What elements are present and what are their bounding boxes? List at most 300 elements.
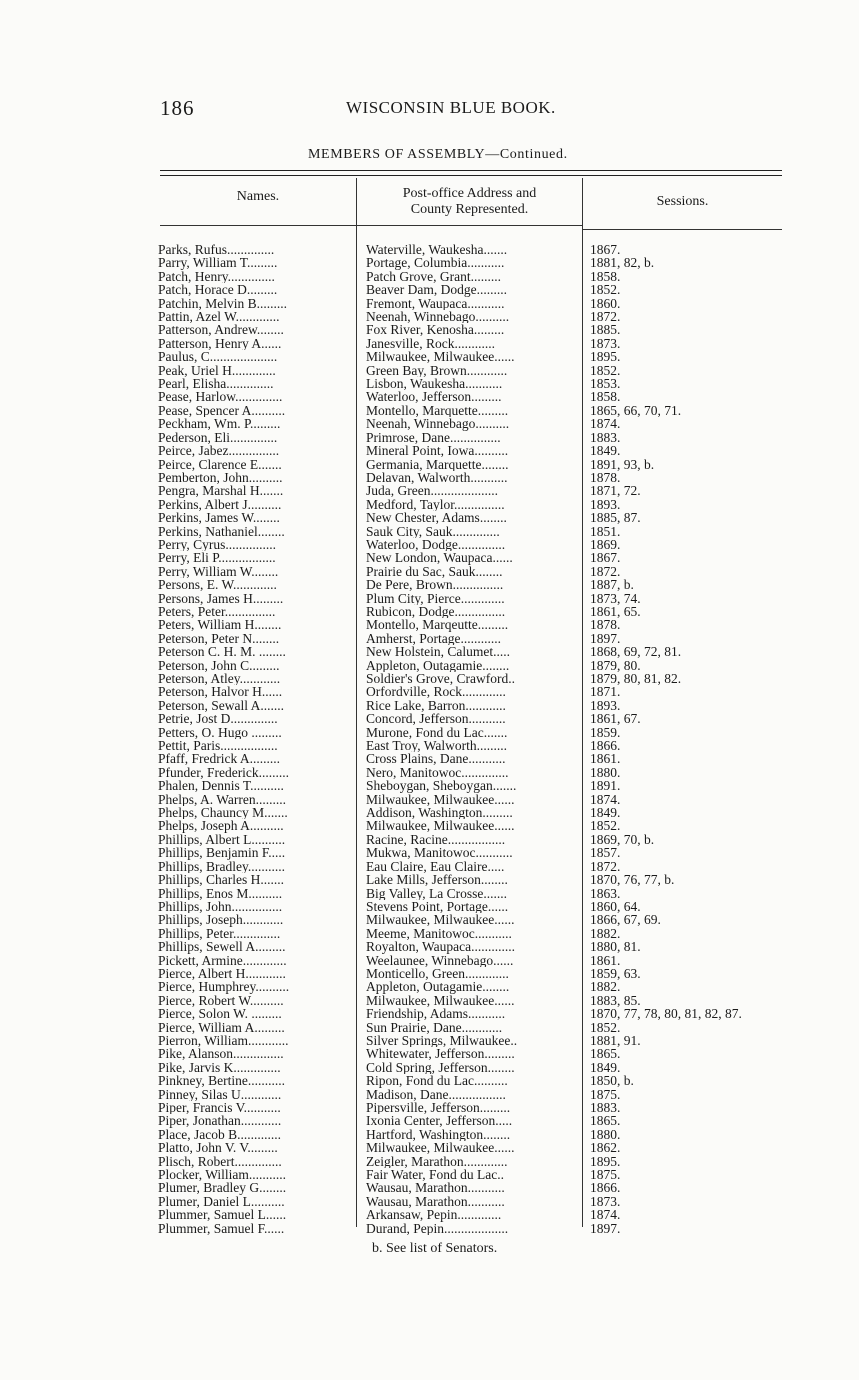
member-sessions: 1873.	[590, 1194, 621, 1209]
table-row	[0, 417, 859, 430]
header-rule-names	[160, 225, 356, 226]
member-address: Milwaukee, Milwaukee......	[366, 1141, 515, 1155]
member-address: Durand, Pepin...................	[366, 1221, 509, 1236]
member-address: Pipersville, Jefferson.........	[366, 1101, 511, 1115]
member-sessions: 1874.	[590, 792, 621, 807]
table-row	[0, 525, 859, 538]
member-sessions: 1873, 74.	[590, 591, 641, 605]
member-name: Patterson, Henry A......	[158, 336, 282, 351]
table-row	[0, 887, 859, 900]
column-header-sessions: Sessions.	[656, 194, 709, 209]
member-address: Addison, Washington.........	[366, 806, 513, 820]
member-address: Sauk City, Sauk..............	[366, 524, 500, 538]
member-address: Lisbon, Waukesha...........	[366, 377, 503, 391]
member-sessions: 1852.	[590, 283, 621, 297]
member-name: Pinney, Silas U............	[158, 1087, 282, 1101]
table-row	[0, 471, 859, 484]
member-address: Fremont, Waupaca...........	[366, 296, 505, 311]
table-row	[0, 927, 859, 940]
table-row	[0, 1021, 859, 1034]
table-row	[0, 404, 859, 417]
member-address: Medford, Taylor...............	[366, 497, 505, 512]
table-row	[0, 860, 859, 873]
table-row	[0, 873, 859, 886]
member-address: Royalton, Waupaca.............	[366, 940, 516, 954]
table-row	[0, 538, 859, 551]
member-sessions: 1881, 82, b.	[590, 256, 655, 270]
member-sessions: 1882.	[590, 926, 621, 941]
member-name: Phalen, Dennis T..........	[158, 779, 284, 793]
member-name: Peak, Uriel H.............	[158, 363, 276, 378]
member-address: Portage, Columbia...........	[366, 256, 505, 270]
member-name: Plummer, Samuel F......	[158, 1221, 285, 1236]
member-address: Lake Mills, Jefferson........	[366, 873, 508, 887]
member-name: Persons, James H.........	[158, 591, 284, 605]
member-sessions: 1862.	[590, 1141, 621, 1155]
member-sessions: 1891.	[590, 779, 621, 793]
member-name: Pickett, Armine.............	[158, 953, 287, 967]
member-address: Juda, Green....................	[366, 484, 498, 498]
member-sessions: 1873.	[590, 336, 621, 351]
member-address: Zeigler, Marathon.............	[366, 1154, 508, 1169]
member-address: Wausau, Marathon...........	[366, 1181, 505, 1195]
member-sessions: 1874.	[590, 417, 621, 431]
member-sessions: 1875.	[590, 1168, 621, 1182]
member-name: Peterson, Atley............	[158, 672, 281, 686]
table-row	[0, 846, 859, 859]
table-row	[0, 551, 859, 564]
column-header-address-line1: Post-office Address and	[402, 186, 537, 201]
member-address: Milwaukee, Milwaukee......	[366, 792, 515, 807]
member-sessions: 1887, b.	[590, 578, 634, 592]
member-sessions: 1852.	[590, 363, 621, 378]
member-sessions: 1880.	[590, 765, 621, 780]
member-name: Pfaff, Fredrick A.........	[158, 752, 280, 766]
member-name: Perry, Cyrus...............	[158, 537, 276, 552]
member-address: Murone, Fond du Lac.......	[366, 725, 508, 740]
member-address: New Chester, Adams........	[366, 511, 507, 525]
member-name: Phillips, Benjamin F.....	[158, 846, 286, 860]
member-name: Perkins, James W........	[158, 511, 280, 525]
member-sessions: 1852.	[590, 819, 621, 833]
table-row	[0, 1168, 859, 1181]
column-header-names: Names.	[236, 189, 280, 204]
member-sessions: 1891, 93, b.	[590, 457, 655, 471]
member-name: Peters, Peter...............	[158, 604, 276, 619]
table-row	[0, 632, 859, 645]
table-row	[0, 578, 859, 591]
member-name: Pease, Harlow..............	[158, 390, 283, 404]
member-name: Perry, William W........	[158, 564, 279, 579]
member-name: Petters, O. Hugo .........	[158, 725, 282, 740]
member-name: Peterson, Halvor H......	[158, 685, 283, 699]
member-sessions: 1883.	[590, 1101, 621, 1115]
member-sessions: 1860.	[590, 296, 621, 311]
member-name: Pierce, Robert W..........	[158, 993, 284, 1008]
member-sessions: 1875.	[590, 1087, 621, 1101]
table-row	[0, 484, 859, 497]
table-row	[0, 1007, 859, 1020]
table-row	[0, 498, 859, 511]
table-row	[0, 1222, 859, 1235]
member-name: Plumer, Bradley G........	[158, 1181, 287, 1195]
member-name: Pemberton, John..........	[158, 470, 283, 485]
member-name: Paulus, C....................	[158, 350, 278, 364]
member-name: Peterson, John C.........	[158, 658, 280, 672]
top-rule-thick	[160, 170, 782, 171]
table-row	[0, 980, 859, 993]
member-address: Madison, Dane.................	[366, 1087, 506, 1101]
member-name: Pierce, Humphrey..........	[158, 980, 290, 994]
member-address: Silver Springs, Milwaukee..	[366, 1033, 518, 1048]
member-sessions: 1857.	[590, 846, 621, 860]
member-sessions: 1860, 64.	[590, 899, 641, 914]
member-address: Montello, Marquette.........	[366, 403, 509, 418]
member-address: Green Bay, Brown............	[366, 363, 508, 378]
member-sessions: 1870, 77, 78, 80, 81, 82, 87.	[590, 1007, 742, 1021]
member-sessions: 1883.	[590, 430, 621, 445]
member-name: Piper, Jonathan............	[158, 1114, 282, 1128]
member-sessions: 1865, 66, 70, 71.	[590, 403, 682, 418]
member-sessions: 1879, 80.	[590, 658, 641, 672]
member-address: Amherst, Portage............	[366, 631, 501, 646]
member-address: Friendship, Adams...........	[366, 1007, 506, 1021]
member-address: Wausau, Marathon...........	[366, 1194, 505, 1209]
member-name: Perkins, Albert J..........	[158, 497, 282, 512]
member-sessions: 1883, 85.	[590, 993, 641, 1008]
table-row	[0, 364, 859, 377]
header-rule-address	[357, 225, 582, 226]
member-sessions: 1868, 69, 72, 81.	[590, 645, 682, 659]
footnote: b. See list of Senators.	[372, 1241, 498, 1256]
member-sessions: 1861.	[590, 752, 621, 766]
member-name: Phillips, John...............	[158, 899, 283, 914]
member-address: Janesville, Rock............	[366, 336, 495, 351]
member-address: Nero, Manitowoc..............	[366, 765, 509, 780]
member-name: Plummer, Samuel L......	[158, 1208, 287, 1222]
member-sessions: 1861, 65.	[590, 604, 641, 619]
member-sessions: 1878.	[590, 618, 621, 632]
table-row	[0, 739, 859, 752]
member-address: Neenah, Winnebago..........	[366, 310, 510, 324]
member-name: Peirce, Jabez...............	[158, 444, 280, 458]
member-name: Pease, Spencer A..........	[158, 403, 286, 418]
table-row	[0, 954, 859, 967]
member-name: Phelps, Chauncy M.......	[158, 806, 288, 820]
member-sessions: 1872.	[590, 564, 621, 579]
member-address: Primrose, Dane...............	[366, 430, 501, 445]
page-number: 186	[160, 96, 195, 120]
member-name: Piper, Francis V...........	[158, 1101, 281, 1115]
member-sessions: 1867.	[590, 551, 621, 565]
member-sessions: 1897.	[590, 1221, 621, 1236]
table-row	[0, 297, 859, 310]
table-row	[0, 377, 859, 390]
member-address: Neenah, Winnebago..........	[366, 417, 510, 431]
member-name: Phelps, A. Warren.........	[158, 792, 287, 807]
member-address: East Troy, Walworth.........	[366, 739, 508, 753]
member-address: Rice Lake, Barron............	[366, 698, 506, 713]
member-address: New Holstein, Calumet.....	[366, 645, 510, 659]
member-sessions: 1885.	[590, 323, 621, 337]
member-address: Prairie du Sac, Sauk........	[366, 564, 503, 579]
member-sessions: 1849.	[590, 444, 621, 458]
member-address: Eau Claire, Eau Claire.....	[366, 859, 505, 874]
member-name: Patterson, Andrew........	[158, 323, 284, 337]
table-row	[0, 645, 859, 658]
member-name: Plocker, William...........	[158, 1168, 287, 1182]
column-header-address	[357, 186, 582, 218]
table-row	[0, 659, 859, 672]
table-row	[0, 618, 859, 631]
table-row	[0, 913, 859, 926]
table-row	[0, 565, 859, 578]
table-row	[0, 806, 859, 819]
table-row	[0, 819, 859, 832]
member-name: Patch, Horace D.........	[158, 283, 278, 297]
table-row	[0, 726, 859, 739]
member-address: Waterloo, Jefferson.........	[366, 390, 502, 404]
table-row	[0, 672, 859, 685]
member-name: Platto, John V. V.........	[158, 1141, 278, 1155]
member-name: Phillips, Joseph............	[158, 913, 284, 927]
member-sessions: 1866.	[590, 739, 621, 753]
member-sessions: 1859, 63.	[590, 966, 641, 981]
member-name: Pfunder, Frederick.........	[158, 765, 290, 780]
table-row	[0, 243, 859, 256]
member-address: Mineral Point, Iowa..........	[366, 444, 509, 458]
table-row	[0, 1128, 859, 1141]
table-row	[0, 390, 859, 403]
member-name: Phillips, Enos M..........	[158, 886, 283, 900]
member-address: Milwaukee, Milwaukee......	[366, 993, 515, 1008]
table-row	[0, 1181, 859, 1194]
table-row	[0, 900, 859, 913]
table-row	[0, 605, 859, 618]
member-sessions: 1867.	[590, 243, 621, 257]
member-name: Persons, E. W.............	[158, 578, 277, 592]
member-name: Pierron, William............	[158, 1033, 289, 1048]
member-sessions: 1893.	[590, 698, 621, 713]
member-sessions: 1885, 87.	[590, 511, 641, 525]
member-address: Monticello, Green.............	[366, 966, 509, 981]
member-sessions: 1851.	[590, 524, 621, 538]
member-sessions: 1872.	[590, 310, 621, 324]
member-name: Phillips, Sewell A.........	[158, 940, 286, 954]
member-name: Pengra, Marshal H.......	[158, 484, 284, 498]
member-sessions: 1871.	[590, 685, 621, 699]
table-row	[0, 1101, 859, 1114]
member-address: Milwaukee, Milwaukee......	[366, 819, 515, 833]
member-address: Delavan, Walworth...........	[366, 470, 508, 485]
member-sessions: 1869.	[590, 537, 621, 552]
member-name: Pierce, Albert H............	[158, 966, 286, 981]
member-name: Phillips, Charles H.......	[158, 873, 285, 887]
table-row	[0, 1141, 859, 1154]
member-name: Peirce, Clarence E.......	[158, 457, 282, 471]
table-row	[0, 511, 859, 524]
member-address: Whitewater, Jefferson.........	[366, 1047, 515, 1061]
member-address: Big Valley, La Crosse.......	[366, 886, 507, 900]
table-row	[0, 337, 859, 350]
member-name: Pierce, William A.........	[158, 1020, 285, 1034]
member-sessions: 1849.	[590, 806, 621, 820]
member-sessions: 1858.	[590, 390, 621, 404]
member-sessions: 1850, b.	[590, 1074, 634, 1088]
member-address: Beaver Dam, Dodge.........	[366, 283, 507, 297]
table-row	[0, 592, 859, 605]
table-subtitle: MEMBERS OF ASSEMBLY—Continued.	[308, 147, 568, 162]
header-rule-sessions	[583, 229, 782, 230]
member-name: Plumer, Daniel L..........	[158, 1194, 285, 1209]
table-row	[0, 1195, 859, 1208]
table-row	[0, 994, 859, 1007]
member-address: Fair Water, Fond du Lac..	[366, 1168, 504, 1182]
member-name: Peterson, Sewall A.......	[158, 698, 284, 713]
member-sessions: 1895.	[590, 350, 621, 364]
member-name: Patchin, Melvin B.........	[158, 296, 287, 311]
table-row	[0, 779, 859, 792]
member-address: Cross Plains, Dane...........	[366, 752, 506, 766]
member-address: Plum City, Pierce.............	[366, 591, 505, 605]
member-name: Phillips, Bradley...........	[158, 859, 285, 874]
members-table-body	[0, 243, 859, 1235]
member-address: Waterloo, Dodge..............	[366, 537, 506, 552]
member-name: Phillips, Peter..............	[158, 926, 281, 941]
member-sessions: 1897.	[590, 631, 621, 646]
member-sessions: 1880.	[590, 1127, 621, 1142]
member-address: Milwaukee, Milwaukee......	[366, 913, 515, 927]
member-address: Appleton, Outagamie........	[366, 658, 510, 672]
member-address: Concord, Jefferson...........	[366, 712, 506, 726]
member-sessions: 1871, 72.	[590, 484, 641, 498]
member-sessions: 1858.	[590, 269, 621, 284]
member-name: Perkins, Nathaniel........	[158, 524, 285, 538]
table-row	[0, 1208, 859, 1221]
member-address: Cold Spring, Jefferson........	[366, 1060, 515, 1075]
member-address: Ripon, Fond du Lac..........	[366, 1074, 508, 1088]
member-sessions: 1878.	[590, 470, 621, 485]
member-address: Waterville, Waukesha.......	[366, 243, 508, 257]
table-row	[0, 766, 859, 779]
table-row	[0, 752, 859, 765]
member-name: Place, Jacob B.............	[158, 1127, 281, 1142]
table-row	[0, 283, 859, 296]
table-row	[0, 967, 859, 980]
member-name: Pike, Jarvis K..............	[158, 1060, 281, 1075]
member-name: Peters, William H........	[158, 618, 282, 632]
member-name: Perry, Eli P.................	[158, 551, 276, 565]
member-sessions: 1865.	[590, 1047, 621, 1061]
member-address: Meeme, Manitowoc...........	[366, 926, 512, 941]
table-row	[0, 1155, 859, 1168]
member-address: Weelaunee, Winnebago......	[366, 953, 514, 967]
column-header-address-line2: County Represented.	[410, 202, 529, 217]
table-row	[0, 458, 859, 471]
member-name: Pettit, Paris.................	[158, 739, 278, 753]
member-address: Mukwa, Manitowoc...........	[366, 846, 513, 860]
member-sessions: 1895.	[590, 1154, 621, 1169]
member-address: Rubicon, Dodge...............	[366, 604, 506, 619]
member-name: Phelps, Joseph A..........	[158, 819, 284, 833]
member-sessions: 1852.	[590, 1020, 621, 1034]
member-sessions: 1863.	[590, 886, 621, 900]
member-name: Pierce, Solon W. .........	[158, 1007, 282, 1021]
table-row	[0, 1088, 859, 1101]
member-sessions: 1861, 67.	[590, 712, 641, 726]
running-title: WISCONSIN BLUE BOOK.	[346, 98, 556, 117]
member-name: Peterson C. H. M. ........	[158, 645, 286, 659]
table-row	[0, 256, 859, 269]
table-row	[0, 793, 859, 806]
member-address: Sheboygan, Sheboygan.......	[366, 779, 517, 793]
member-sessions: 1866.	[590, 1181, 621, 1195]
table-row	[0, 1074, 859, 1087]
member-address: Hartford, Washington........	[366, 1127, 511, 1142]
member-sessions: 1882.	[590, 980, 621, 994]
member-name: Patch, Henry..............	[158, 269, 275, 284]
member-address: Ixonia Center, Jefferson.....	[366, 1114, 513, 1128]
member-address: New London, Waupaca......	[366, 551, 513, 565]
member-name: Peckham, Wm. P.........	[158, 417, 281, 431]
member-sessions: 1872.	[590, 859, 621, 874]
member-name: Phillips, Albert L..........	[158, 832, 286, 847]
member-sessions: 1874.	[590, 1208, 621, 1222]
table-row	[0, 444, 859, 457]
member-name: Parks, Rufus..............	[158, 243, 275, 257]
table-row	[0, 323, 859, 336]
member-address: Fox River, Kenosha.........	[366, 323, 505, 337]
table-row	[0, 699, 859, 712]
member-name: Pearl, Elisha..............	[158, 377, 274, 391]
table-row	[0, 270, 859, 283]
member-sessions: 1870, 76, 77, b.	[590, 873, 675, 887]
member-name: Pinkney, Bertine...........	[158, 1074, 285, 1088]
member-address: Orfordville, Rock.............	[366, 685, 506, 699]
top-rule-thin	[160, 175, 782, 176]
table-row	[0, 940, 859, 953]
table-row	[0, 431, 859, 444]
table-row	[0, 1047, 859, 1060]
member-sessions: 1879, 80, 81, 82.	[590, 672, 682, 686]
member-sessions: 1869, 70, b.	[590, 832, 655, 847]
member-name: Pattin, Azel W.............	[158, 310, 280, 324]
member-address: Montello, Marqeutte.........	[366, 618, 509, 632]
member-name: Pike, Alanson...............	[158, 1047, 284, 1061]
table-row	[0, 1061, 859, 1074]
member-sessions: 1861.	[590, 953, 621, 967]
member-sessions: 1866, 67, 69.	[590, 913, 661, 927]
member-sessions: 1881, 91.	[590, 1033, 641, 1048]
member-sessions: 1859.	[590, 725, 621, 740]
member-address: De Pere, Brown...............	[366, 578, 504, 592]
member-name: Pederson, Eli..............	[158, 430, 278, 445]
member-name: Peterson, Peter N........	[158, 631, 280, 646]
table-row	[0, 1114, 859, 1127]
member-sessions: 1865.	[590, 1114, 621, 1128]
member-address: Milwaukee, Milwaukee......	[366, 350, 515, 364]
member-name: Petrie, Jost D..............	[158, 712, 278, 726]
member-name: Plisch, Robert..............	[158, 1154, 282, 1169]
member-sessions: 1853.	[590, 377, 621, 391]
member-sessions: 1893.	[590, 497, 621, 512]
member-sessions: 1880, 81.	[590, 940, 641, 954]
member-address: Sun Prairie, Dane............	[366, 1020, 503, 1034]
table-row	[0, 712, 859, 725]
table-row	[0, 310, 859, 323]
table-row	[0, 833, 859, 846]
member-address: Germania, Marquette........	[366, 457, 509, 471]
